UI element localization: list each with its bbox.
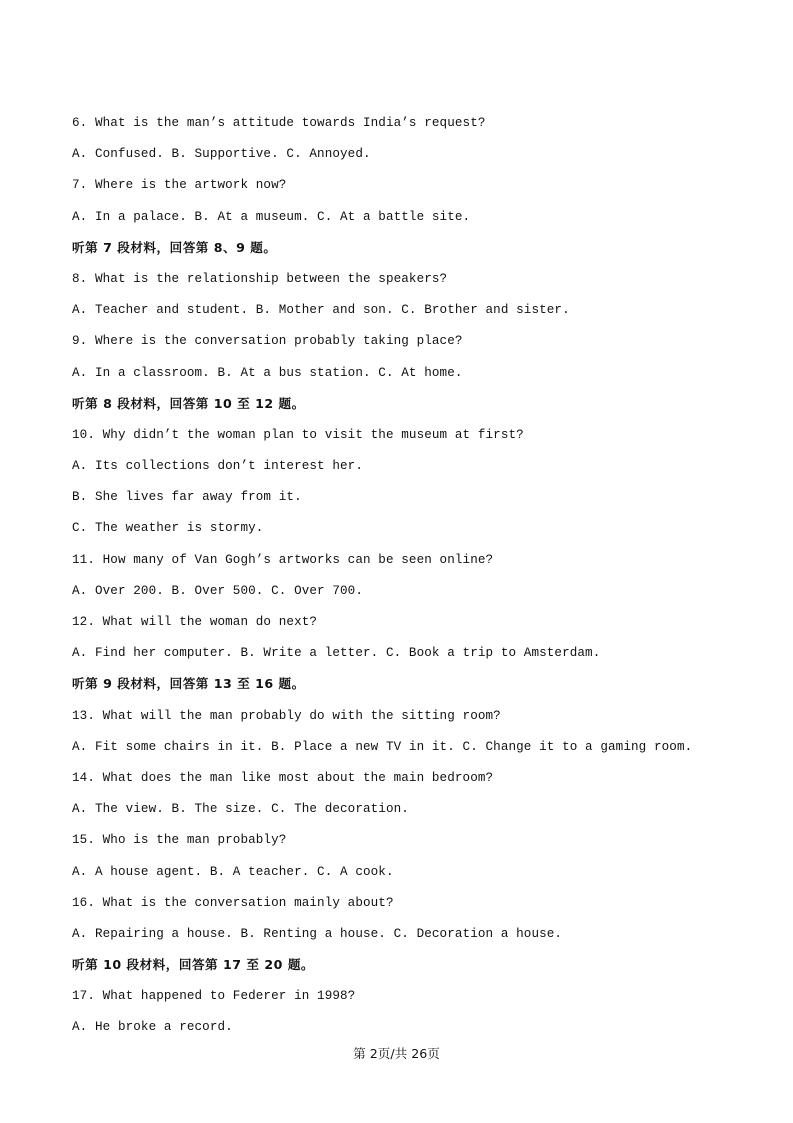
answer-options: A. Confused. B. Supportive. C. Annoyed. bbox=[72, 147, 371, 162]
question-text: 10. Why didn’t the woman plan to visit the museum at first? bbox=[72, 427, 524, 442]
section-heading: 听第 9 段材料，回答第 13 至 16 题。 bbox=[72, 676, 305, 692]
answer-options: A. Find her computer. B. Write a letter. C. Book a trip to Amsterdam. bbox=[72, 646, 601, 661]
answer-options: C. The weather is stormy. bbox=[72, 521, 264, 536]
document-body bbox=[72, 113, 772, 1049]
answer-options: A. In a palace. B. At a museum. C. At a battle site. bbox=[72, 209, 471, 224]
question-text: 14. What does the man like most about the main bedroom? bbox=[72, 770, 494, 785]
answer-options: B. She lives far away from it. bbox=[72, 490, 302, 505]
answer-options: A. Repairing a house. B. Renting a house. C. Decoration a house. bbox=[72, 926, 563, 941]
question-text: 15. Who is the man probably? bbox=[72, 833, 287, 848]
answer-options: A. A house agent. B. A teacher. C. A cook. bbox=[72, 864, 394, 879]
question-text: 16. What is the conversation mainly about? bbox=[72, 895, 394, 910]
answer-options: A. Over 200. B. Over 500. C. Over 700. bbox=[72, 583, 363, 598]
section-heading: 听第 7 段材料，回答第 8、9 题。 bbox=[72, 239, 277, 255]
page-footer: 第 2页/共 26页 bbox=[353, 1046, 440, 1061]
question-text: 11. How many of Van Gogh’s artworks can be seen online? bbox=[72, 552, 494, 567]
section-heading: 听第 8 段材料，回答第 10 至 12 题。 bbox=[72, 395, 305, 411]
answer-options: A. The view. B. The size. C. The decoration. bbox=[72, 802, 409, 817]
answer-options: A. He broke a record. bbox=[72, 1020, 233, 1035]
question-text: 13. What will the man probably do with the sitting room? bbox=[72, 708, 501, 723]
answer-options: A. Its collections don’t interest her. bbox=[72, 459, 363, 474]
question-text: 12. What will the woman do next? bbox=[72, 615, 318, 629]
question-text: 7. Where is the artwork now? bbox=[72, 178, 287, 193]
question-text: 6. What is the man’s attitude towards India’s request? bbox=[72, 116, 486, 130]
answer-options: A. In a classroom. B. At a bus station. C. At home. bbox=[72, 365, 463, 380]
question-text: 17. What happened to Federer in 1998? bbox=[72, 989, 356, 1004]
question-text: 9. Where is the conversation probably taking place? bbox=[72, 334, 463, 349]
section-heading: 听第 10 段材料，回答第 17 至 20 题。 bbox=[72, 957, 315, 973]
answer-options: A. Teacher and student. B. Mother and son. C. Brother and sister. bbox=[72, 303, 570, 318]
question-text: 8. What is the relationship between the speakers? bbox=[72, 271, 448, 286]
answer-options: A. Fit some chairs in it. B. Place a new TV in it. C. Change it to a gaming room. bbox=[72, 739, 693, 754]
